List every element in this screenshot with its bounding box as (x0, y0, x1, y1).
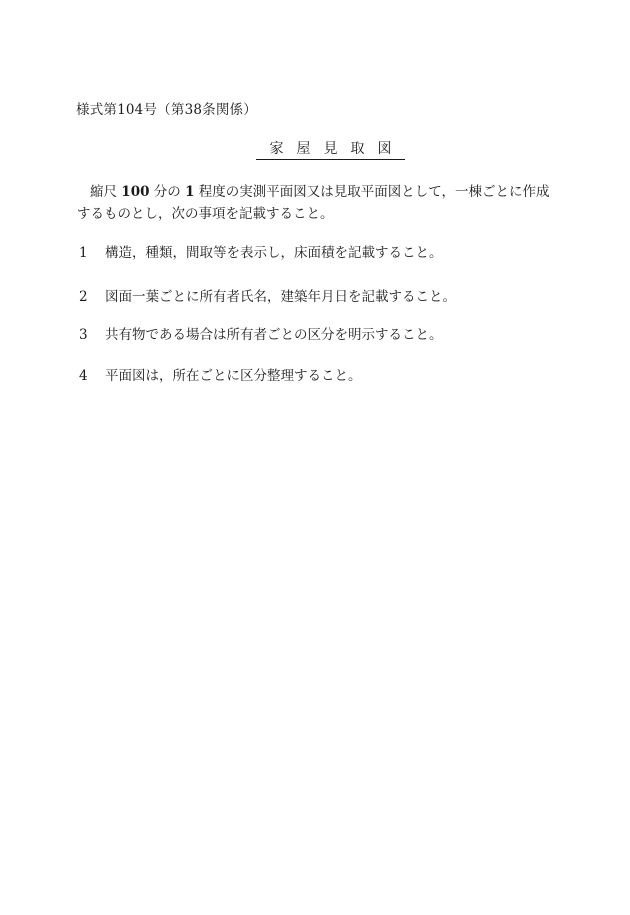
list-item-text: 平面図は，所在ごとに区分整理すること。 (105, 368, 362, 384)
intro-suffix: 程度の実測平面図又は見取平面図として，一棟ごとに作成するものとし，次の事項を記載すること。 (77, 184, 550, 222)
list-item-text: 共有物である場合は所有者ごとの区分を明示すること。 (105, 327, 443, 343)
list-item-text: 図面一葉ごとに所有者氏名，建築年月日を記載すること。 (105, 289, 456, 305)
intro-prefix: 縮尺 (90, 184, 122, 200)
intro-scale-unit: 1 (185, 184, 195, 200)
list-item-1 (79, 241, 443, 261)
intro-scale-value: 100 (121, 184, 150, 200)
list-item-text: 構造，種類，間取等を表示し，床面積を記載すること。 (105, 245, 443, 261)
intro-paragraph (77, 181, 557, 225)
list-item-number: 2 (79, 289, 88, 305)
list-item-2 (79, 285, 456, 305)
title-container (248, 138, 412, 160)
intro-middle: 分の (149, 184, 186, 200)
list-item-number: 4 (79, 368, 88, 384)
list-item-number: 1 (79, 245, 88, 261)
document-title: 家屋見取図 (256, 138, 405, 160)
list-item-number: 3 (79, 327, 88, 343)
list-item-4 (79, 364, 362, 384)
list-item-3 (79, 323, 443, 343)
form-number: 様式第104号（第38条関係） (76, 102, 257, 118)
